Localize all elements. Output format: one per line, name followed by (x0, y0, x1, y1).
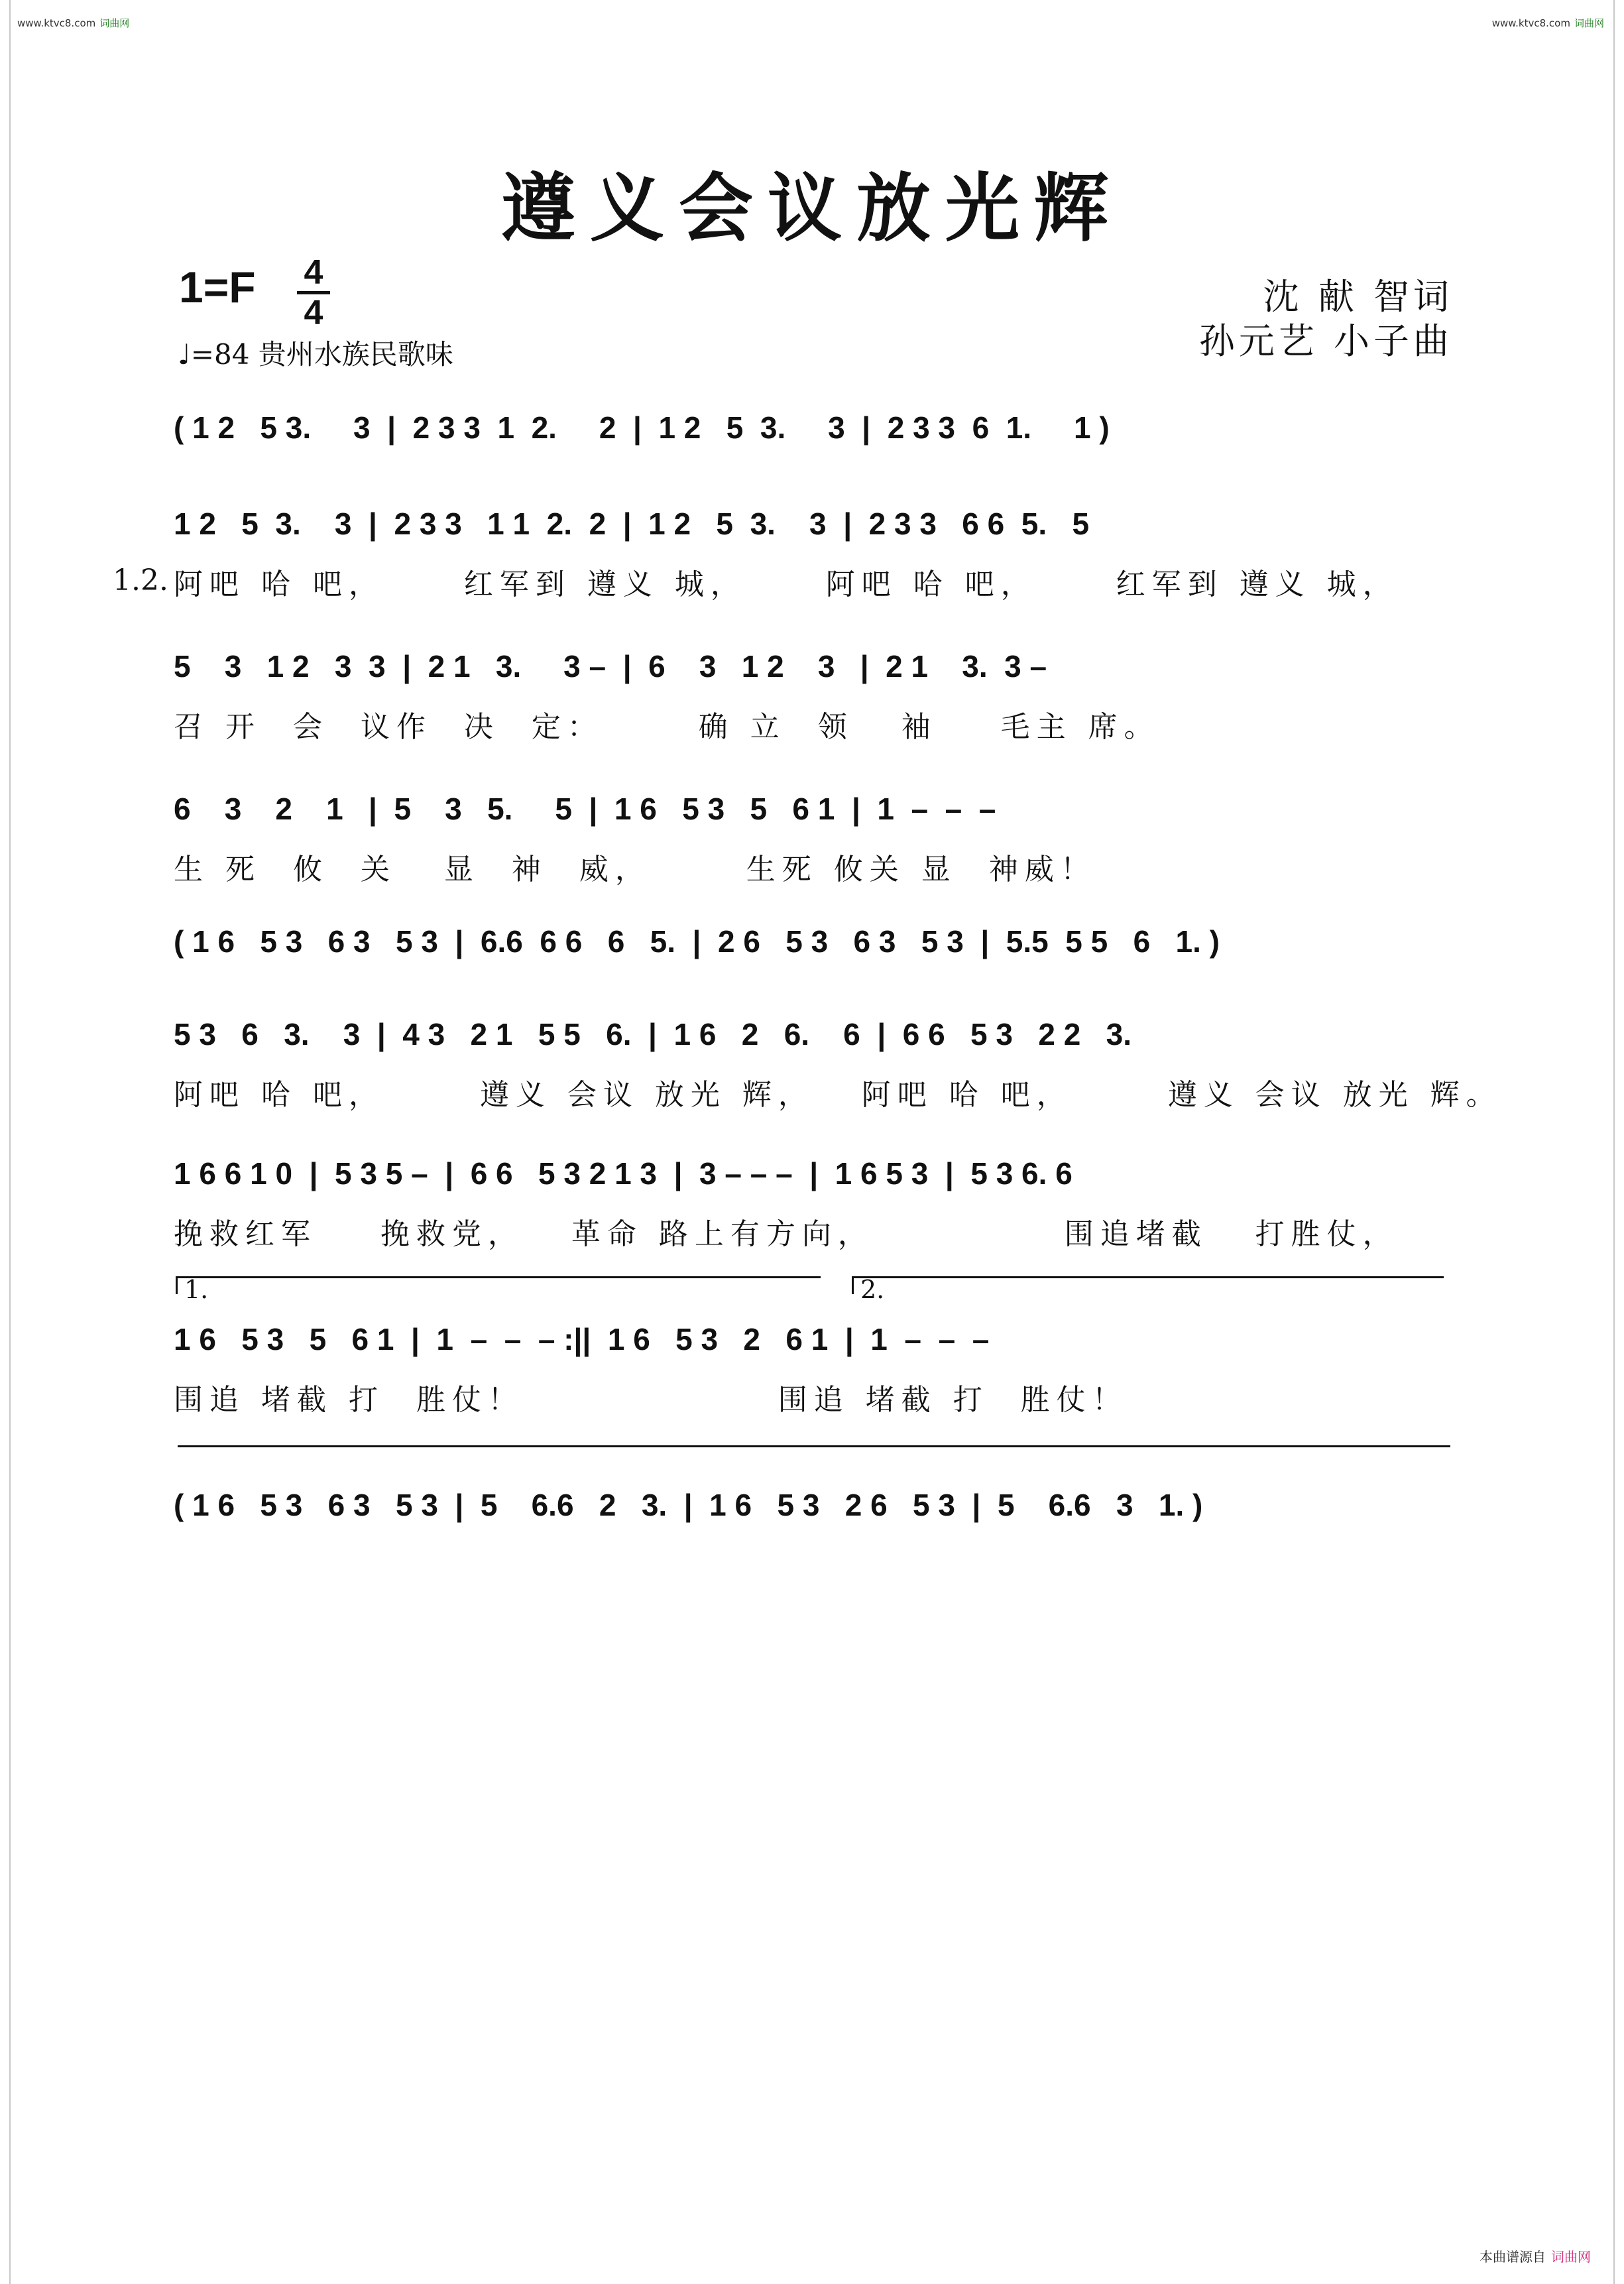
staff-row-endings (174, 1309, 1452, 1418)
notation-line: ( 1 6 5 3 6 3 5 3 | 6.6 6 6 6 5. | 2 6 5 3 6 3 5 3 | 5.5 5 5 6 1. ) (174, 924, 1220, 959)
site-url-left: www.ktvc8.com 词曲网 (17, 17, 130, 29)
tempo-marking: ♩=84 贵州水族民歌味 (178, 338, 453, 371)
staff-row-chorus-b (174, 1144, 1452, 1252)
lyric-line: 阿吧 哈 吧， 红军到 遵义 城， 阿吧 哈 吧， 红军到 遵义 城， (174, 568, 1399, 601)
right-margin-border (1613, 0, 1624, 2284)
site-url-right: www.ktvc8.com 词曲网 (1491, 17, 1604, 29)
lyric-line: 挽救红军 挽救党， 革命 路上有方向， 围追堵截 打胜仗， (174, 1217, 1399, 1251)
notation-line: 6 3 2 1 | 5 3 5. 5 | 1 6 5 3 5 6 1 | 1 – – – (174, 792, 996, 826)
second-ending-bracket: 2. (852, 1276, 1444, 1294)
composer-credit: 孙元艺 小子曲 (1198, 320, 1453, 362)
notation-line: ( 1 6 5 3 6 3 5 3 | 5 6.6 2 3. | 1 6 5 3 2 6 5 3 | 5 6.6 3 1. ) (174, 1488, 1203, 1522)
key-signature: 1=F (179, 263, 256, 312)
staff-row-chorus-a (174, 1004, 1502, 1113)
footer-source: 本曲谱源自 词曲网 (1479, 2249, 1591, 2265)
staff-row-intro (174, 398, 1452, 457)
lyric-line: 生 死 攸 关 显 神 威， 生死 攸关 显 神威！ (174, 853, 1096, 886)
staff-row-interlude (174, 912, 1452, 971)
staff-row-coda (174, 1475, 1452, 1535)
first-ending-bracket: 1. (176, 1276, 821, 1294)
notation-line: 1 6 5 3 5 6 1 | 1 – – – :|| 1 6 5 3 2 6 1 | 1 – – – (174, 1322, 990, 1356)
staff-row-verse-b (174, 636, 1452, 745)
notation-line: 5 3 6 3. 3 | 4 3 2 1 5 5 6. | 1 6 2 6. 6 | 6 6 5 3 2 2 3. (174, 1017, 1131, 1052)
notation-line: 1 6 6 1 0 | 5 3 5 – | 6 6 5 3 2 1 3 | 3 – – – | 1 6 5 3 | 5 3 6. 6 (174, 1156, 1073, 1191)
notation-line: ( 1 2 5 3. 3 | 2 3 3 1 2. 2 | 1 2 5 3. 3 | 2 3 3 6 1. 1 ) (174, 410, 1110, 445)
lyricist-credit: 沈 献 智词 (1263, 276, 1453, 318)
notation-line: 1 2 5 3. 3 | 2 3 3 1 1 2. 2 | 1 2 5 3. 3 | 2 3 3 6 6 5. 5 (174, 507, 1090, 541)
staff-row-verse-a (174, 494, 1452, 603)
song-title: 遵义会议放光辉 (501, 165, 1123, 252)
verse-label: 1.2. (113, 564, 168, 597)
section-divider (178, 1445, 1450, 1447)
lyric-line: 阿吧 哈 吧， 遵义 会议 放光 辉， 阿吧 哈 吧， 遵义 会议 放光 辉。 (174, 1078, 1502, 1112)
lyric-line: 围追 堵截 打 胜仗！ 围追 堵截 打 胜仗！ (174, 1383, 1128, 1417)
time-signature: 4 4 (297, 255, 330, 330)
notation-line: 5 3 1 2 3 3 | 2 1 3. 3 – | 6 3 1 2 3 | 2 1 3. 3 – (174, 649, 1047, 684)
lyric-line: 召 开 会 议作 决 定： 确 立 领 袖 毛主 席。 (174, 710, 1160, 744)
staff-row-verse-c (174, 779, 1452, 888)
left-margin-border (0, 0, 11, 2284)
